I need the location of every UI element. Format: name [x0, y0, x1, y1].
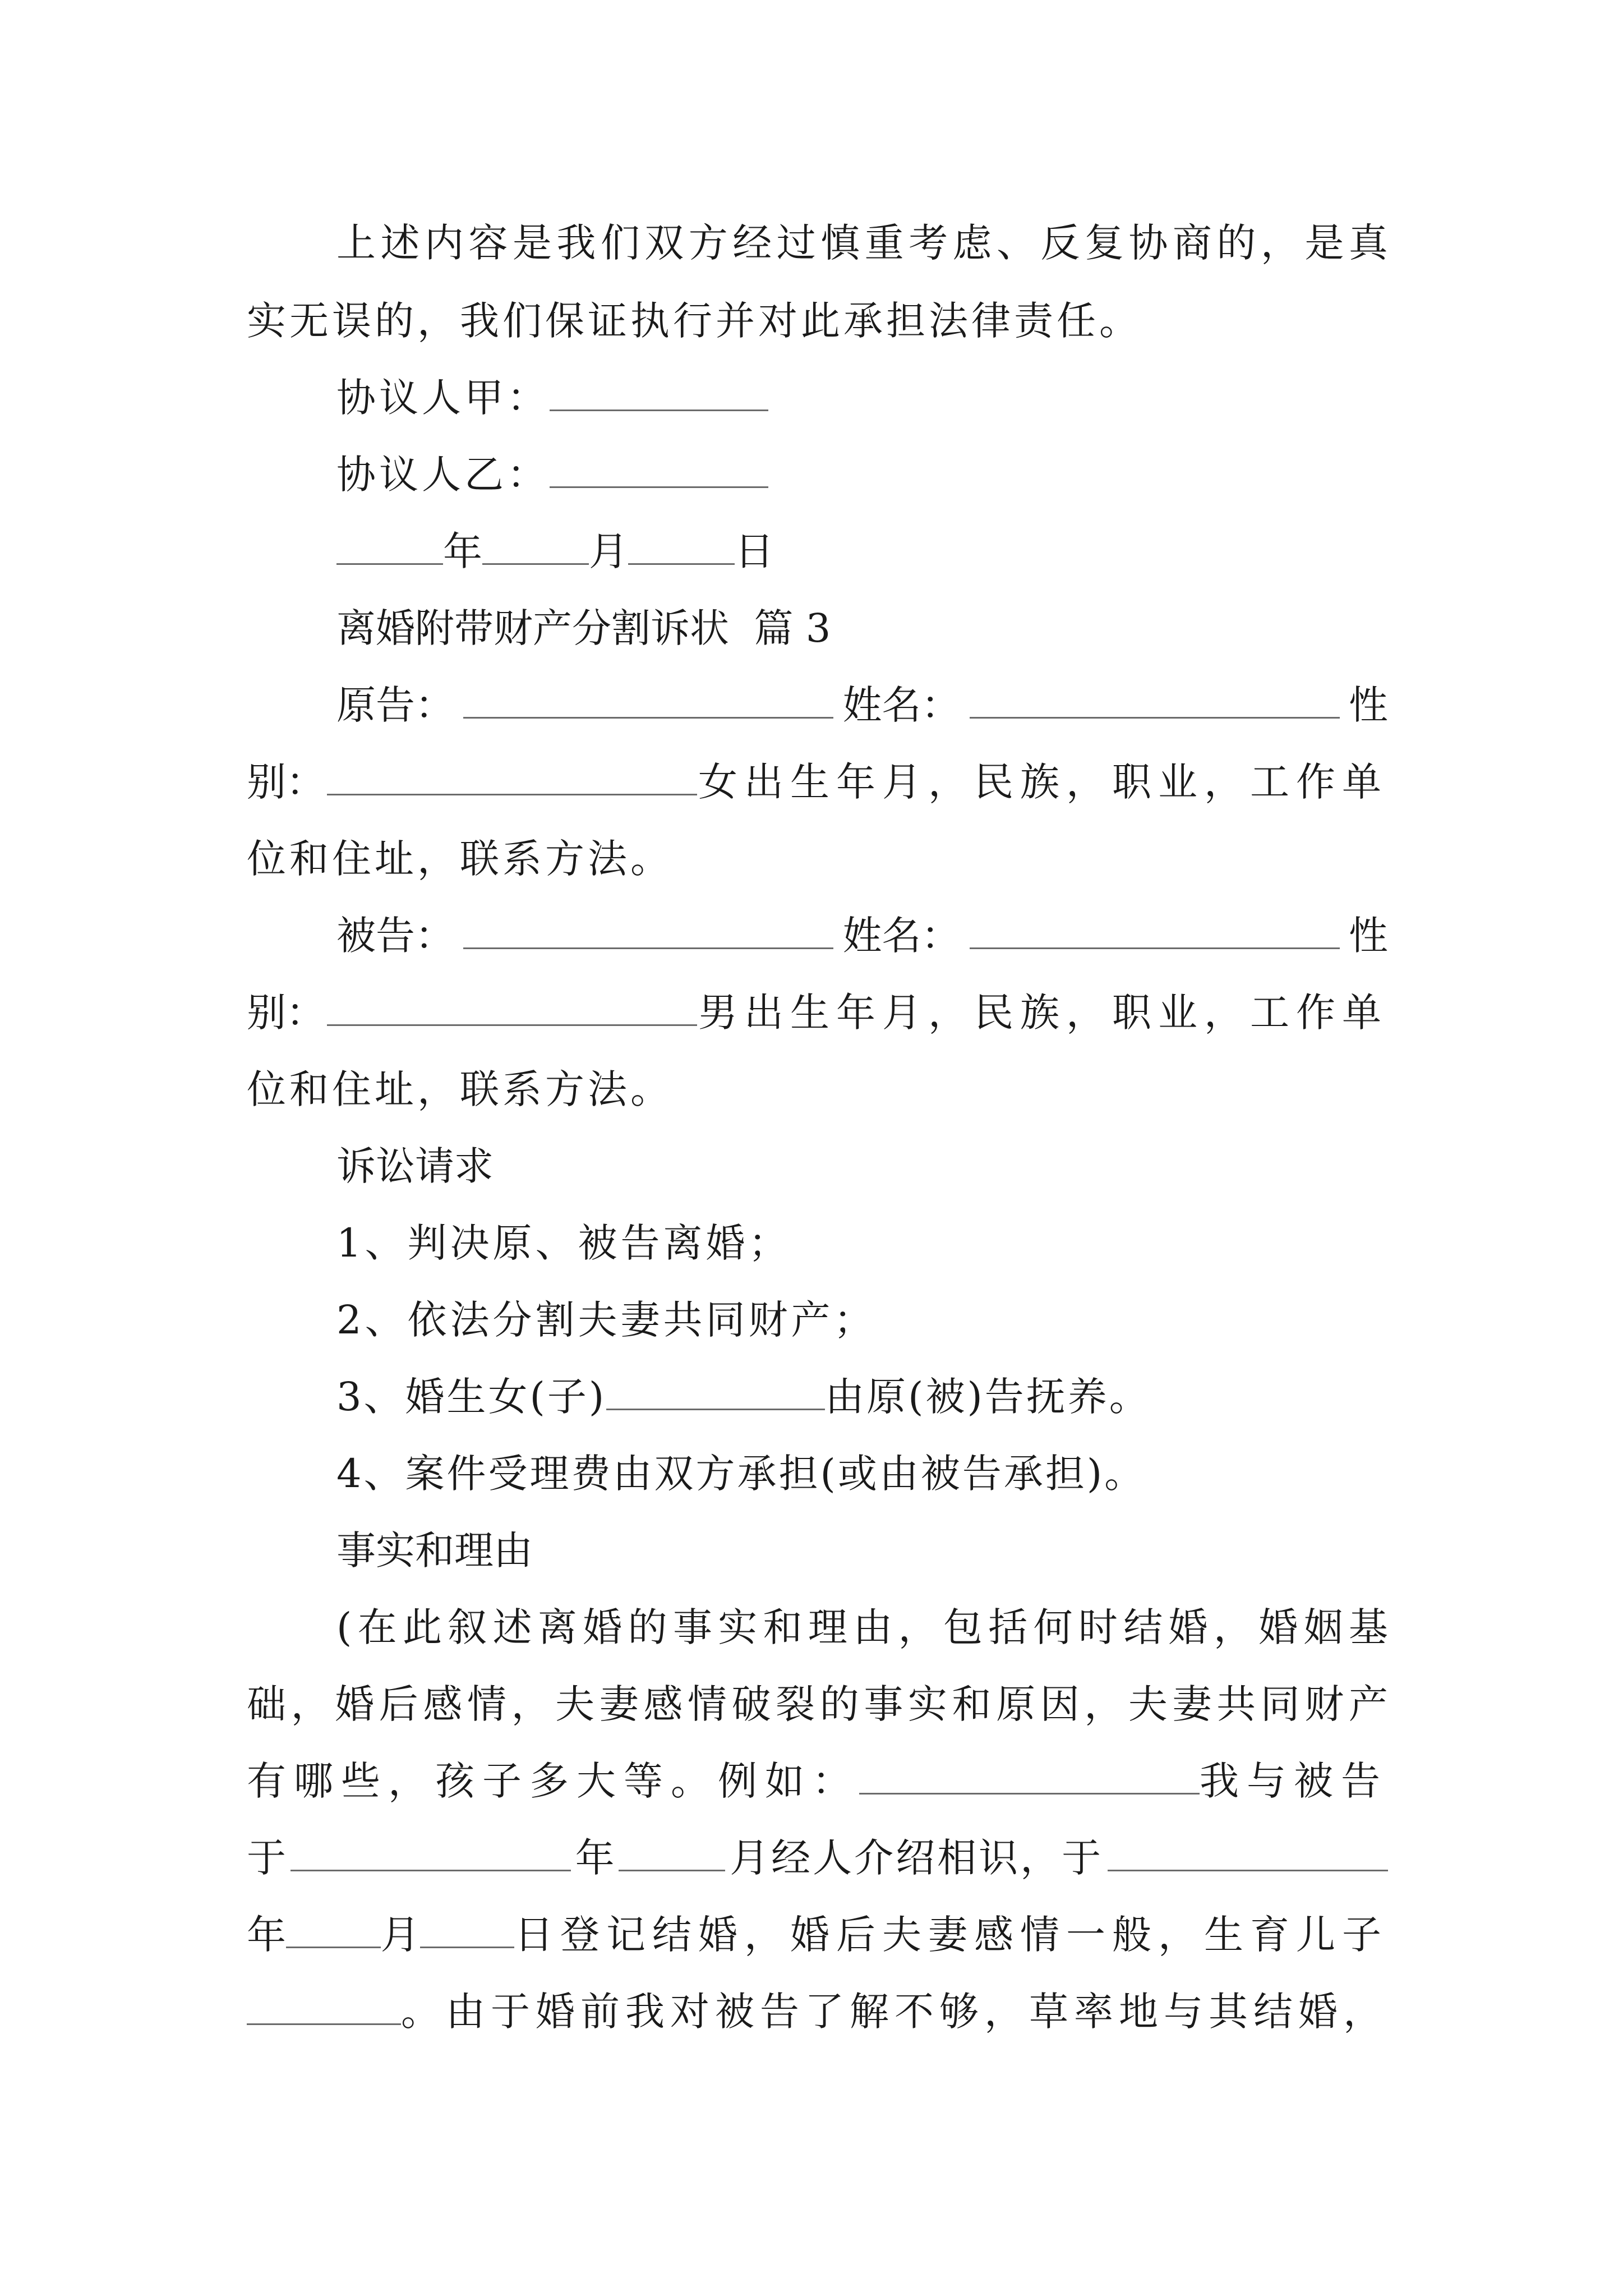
char: 双 — [644, 220, 684, 266]
facts-line-3-b: 我与被告 — [1200, 1758, 1388, 1804]
char: 我 — [556, 220, 596, 266]
char: ， — [898, 1604, 938, 1650]
party-b-line — [336, 452, 768, 498]
married-month-blank[interactable] — [286, 1939, 381, 1948]
defendant-name-label: 姓名： — [842, 913, 961, 959]
month-label: 月 — [589, 528, 628, 574]
char: 原 — [996, 1681, 1036, 1727]
plaintiff-line-1 — [336, 682, 1388, 728]
year-blank[interactable] — [336, 555, 443, 565]
plaintiff-name-blank[interactable] — [970, 709, 1340, 719]
char: 述 — [380, 220, 420, 266]
char: 协 — [1128, 220, 1168, 266]
claim-3-part-a: 3、婚生女(子) — [336, 1374, 607, 1420]
facts-line-5-c: 日登记结婚，婚后夫妻感情一般，生育儿子 — [514, 1912, 1388, 1958]
char: 共 — [1216, 1681, 1256, 1727]
facts-line-3 — [247, 1758, 1388, 1804]
plaintiff-gender-label-1: 性 — [1349, 682, 1388, 728]
char: 因 — [1040, 1681, 1080, 1727]
char: 反 — [1040, 220, 1080, 266]
char: 重 — [864, 220, 904, 266]
char: 慎 — [820, 220, 860, 266]
facts-line-5 — [247, 1912, 1388, 1958]
facts-line-4-a: 于 — [247, 1835, 286, 1881]
plaintiff-blank[interactable] — [463, 709, 833, 719]
plaintiff-gender-rest: 女出生年月，民族，职业，工作单 — [698, 759, 1388, 805]
char: 商 — [1172, 220, 1212, 266]
char: 同 — [1260, 1681, 1300, 1727]
char: 情 — [687, 1681, 727, 1727]
party-a-blank[interactable] — [550, 402, 768, 411]
met-year-blank[interactable] — [291, 1862, 571, 1871]
char: 真 — [1348, 220, 1388, 266]
month-blank[interactable] — [482, 555, 589, 565]
char: 和 — [763, 1604, 803, 1650]
example-blank[interactable] — [859, 1785, 1200, 1795]
facts-line-4 — [247, 1835, 1388, 1881]
claim-2: 2、依法分割夫妻共同财产； — [336, 1297, 877, 1343]
defendant-label: 被告： — [336, 913, 454, 959]
char: 后 — [379, 1681, 418, 1727]
day-blank[interactable] — [628, 555, 735, 565]
char: 事 — [864, 1681, 903, 1727]
plaintiff-gender-blank[interactable] — [327, 786, 697, 795]
facts-line-5-a: 年 — [247, 1912, 286, 1958]
char: 和 — [952, 1681, 992, 1727]
child-blank[interactable] — [606, 1401, 825, 1410]
claims-title: 诉讼请求 — [336, 1143, 494, 1189]
char: 包 — [943, 1604, 983, 1650]
char: 理 — [808, 1604, 847, 1650]
char: 产 — [1348, 1681, 1388, 1727]
agreement-line-1 — [336, 220, 1388, 266]
facts-line-2 — [247, 1681, 1388, 1727]
agreement-line-2: 实无误的，我们保证执行并对此承担法律责任。 — [247, 298, 1142, 344]
met-month-blank[interactable] — [619, 1862, 725, 1871]
char: 婚 — [583, 1604, 623, 1650]
facts-line-4-b: 年 — [575, 1835, 615, 1881]
char: 破 — [731, 1681, 771, 1727]
char: 础 — [247, 1681, 286, 1727]
defendant-line-2 — [247, 990, 1388, 1036]
year-label: 年 — [443, 528, 482, 574]
char: 在 — [357, 1604, 397, 1650]
char: 经 — [732, 220, 772, 266]
married-day-blank[interactable] — [420, 1939, 515, 1948]
claim-3 — [336, 1374, 1151, 1420]
defendant-gender-rest: 男出生年月，民族，职业，工作单 — [698, 990, 1388, 1036]
char: 结 — [1123, 1604, 1163, 1650]
char: 妻 — [1172, 1681, 1212, 1727]
defendant-line-1 — [336, 913, 1388, 959]
plaintiff-label: 原告： — [336, 682, 454, 728]
char: 的 — [1216, 220, 1256, 266]
facts-line-5-b: 月 — [380, 1912, 420, 1958]
married-year-blank[interactable] — [1108, 1862, 1388, 1871]
claim-4: 4、案件受理费由双方承担(或由被告承担)。 — [336, 1451, 1146, 1497]
char: 复 — [1084, 220, 1124, 266]
facts-line-6 — [247, 1989, 1388, 2035]
facts-line-3-a: 有哪些，孩子多大等。例如： — [247, 1758, 859, 1804]
char: 上 — [336, 220, 376, 266]
party-b-blank[interactable] — [550, 478, 768, 488]
char: 是 — [512, 220, 552, 266]
char: 叙 — [448, 1604, 487, 1650]
plaintiff-gender-label-2: 别： — [247, 759, 325, 805]
facts-title: 事实和理由 — [336, 1527, 533, 1573]
char: 内 — [424, 220, 464, 266]
facts-line-1 — [336, 1604, 1388, 1650]
char: 基 — [1348, 1604, 1388, 1650]
char: 婚 — [1258, 1604, 1298, 1650]
char: 妻 — [599, 1681, 639, 1727]
char: 过 — [776, 220, 816, 266]
char: 、 — [997, 220, 1036, 266]
char: 此 — [402, 1604, 442, 1650]
section-heading: 离婚附带财产分割诉状 篇 3 — [336, 605, 831, 651]
char: ， — [511, 1681, 551, 1727]
char: ， — [1213, 1604, 1253, 1650]
char: 裂 — [776, 1681, 815, 1727]
defendant-gender-blank[interactable] — [327, 1016, 697, 1026]
char: 的 — [819, 1681, 859, 1727]
defendant-line-3: 位和住址，联系方法。 — [247, 1066, 673, 1112]
date-line — [336, 528, 774, 574]
char: 时 — [1078, 1604, 1118, 1650]
char: 方 — [688, 220, 728, 266]
plaintiff-line-2 — [247, 759, 1388, 805]
char: 述 — [492, 1604, 532, 1650]
char: 情 — [467, 1681, 506, 1727]
char: ， — [1260, 220, 1300, 266]
facts-line-6-text: 。由于婚前我对被告了解不够，草率地与其结婚， — [401, 1989, 1388, 2035]
char: 考 — [909, 220, 948, 266]
char: 离 — [537, 1604, 577, 1650]
char: 容 — [468, 220, 508, 266]
char: ， — [291, 1681, 330, 1727]
char: ， — [1084, 1681, 1124, 1727]
char: 感 — [643, 1681, 683, 1727]
char: 夫 — [555, 1681, 595, 1727]
defendant-blank[interactable] — [463, 940, 833, 949]
claim-1: 1、判决原、被告离婚； — [336, 1220, 791, 1266]
defendant-name-blank[interactable] — [970, 940, 1340, 949]
party-b-label: 协议人乙： — [336, 452, 550, 498]
char: 的 — [628, 1604, 667, 1650]
plaintiff-line-3: 位和住址，联系方法。 — [247, 836, 673, 882]
char: 括 — [988, 1604, 1028, 1650]
char: 虑 — [952, 220, 992, 266]
char: 姻 — [1303, 1604, 1343, 1650]
char: ( — [336, 1604, 352, 1650]
char: 实 — [907, 1681, 947, 1727]
char: 是 — [1304, 220, 1344, 266]
facts-line-4-c: 月经人介绍相识，于 — [730, 1835, 1104, 1881]
plaintiff-name-label: 姓名： — [842, 682, 961, 728]
char: 感 — [423, 1681, 463, 1727]
char: 婚 — [1168, 1604, 1208, 1650]
party-a-label: 协议人甲： — [336, 375, 550, 421]
char: 婚 — [335, 1681, 375, 1727]
char: 财 — [1304, 1681, 1344, 1727]
char: 由 — [853, 1604, 893, 1650]
char: 们 — [600, 220, 640, 266]
defendant-gender-label-2: 别： — [247, 990, 325, 1036]
party-a-line — [336, 375, 768, 421]
char: 事 — [672, 1604, 712, 1650]
defendant-gender-label-1: 性 — [1349, 913, 1388, 959]
char: 夫 — [1128, 1681, 1168, 1727]
claim-3-part-b: 由原(被)告抚养。 — [825, 1374, 1151, 1420]
son-blank[interactable] — [247, 2016, 401, 2025]
char: 实 — [718, 1604, 758, 1650]
day-label: 日 — [735, 528, 774, 574]
char: 何 — [1033, 1604, 1073, 1650]
